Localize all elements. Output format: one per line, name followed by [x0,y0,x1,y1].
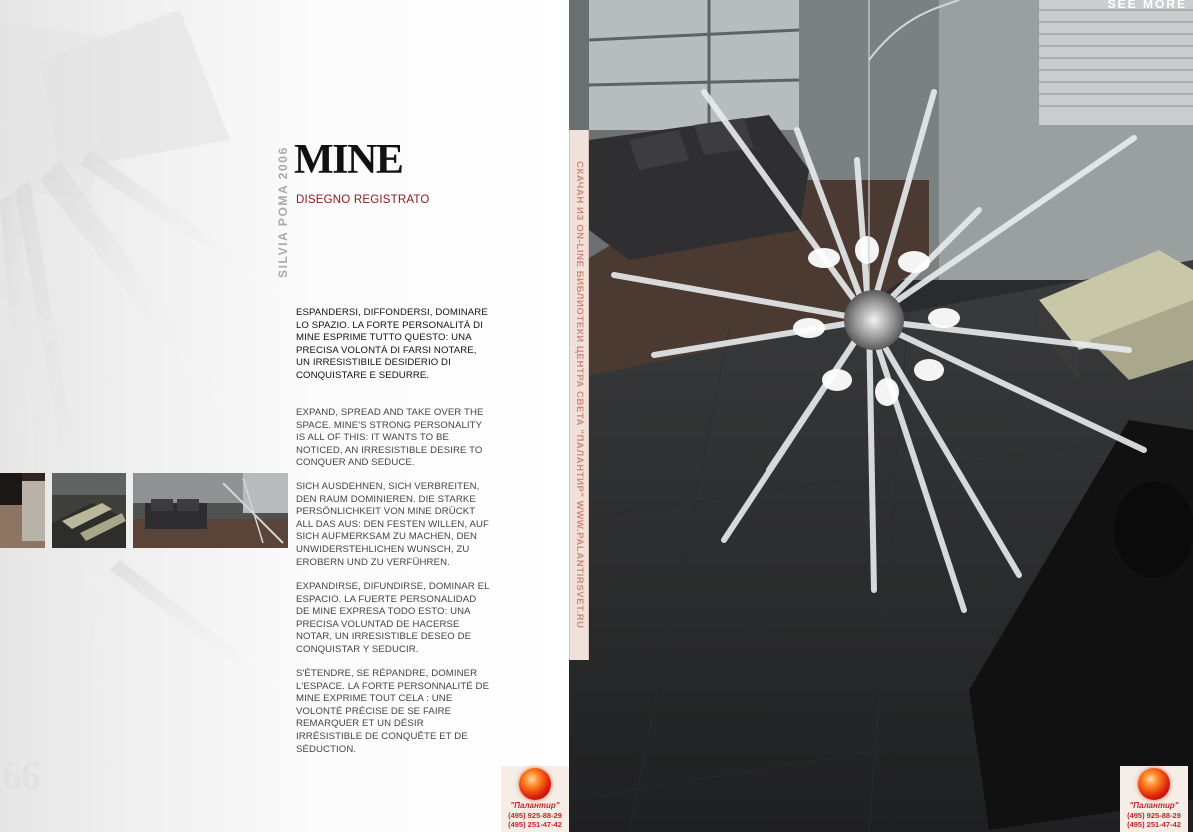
logo-phone-2: (495) 251-47-42 [508,820,562,829]
palantir-logo-right[interactable] [1120,766,1188,832]
description-spanish: EXPANDIRSE, DIFUNDIRSE, DOMINAR EL ESPACIO. LA FUERTE PERSONALIDAD DE MINE EXPRESA TODO ESTO: UNA PRECISA VOLUNTAD DE HACERSE NOTAR, UN IRRESISTIBLE DESEO DE CONQUISTAR Y SEDUCIR. [296,581,490,655]
designer-year: SILVIA POMA 2006 [276,146,290,278]
product-title: MINE [294,137,403,183]
logo-brand: "Палантир" [1129,801,1179,810]
thumbnail-3[interactable] [133,473,288,548]
photo-scene [569,0,1193,832]
palantir-logo-left[interactable] [501,766,569,832]
thumbnail-2[interactable] [52,473,126,548]
page-number: 66 [2,753,40,798]
logo-orb-icon [1138,768,1170,800]
thumbnail-1[interactable] [0,473,45,548]
description-german: SICH AUSDEHNEN, SICH VERBREITEN, DEN RAUM DOMINIEREN. DIE STARKE PERSÖNLICHKEIT VON MINE DRÜCKT ALL DAS AUS: DEN FESTEN WILLEN, AUF SICH AUFMERKSAM ZU MACHEN, DEN UNWIDERSTEHLICHEN WUNSCH, ZU EROBERN UND ZU VERFÜHREN. [296,481,489,568]
description-french: S'ÉTENDRE, SE RÉPANDRE, DOMINER L'ESPACE. LA FORTE PERSONNALITÉ DE MINE EXPRIME TOUT CELA : UNE VOLONTÉ PRÉCISE DE SE FAIRE REMARQUER ET UN DÉSIR IRRÉSISTIBLE DE CONQUÊTE ET DE SÉDUCTION. [296,668,490,755]
watermark-text: СКАЧАН ИЗ ON-LINE БИБЛИОТЕКИ ЦЕНТРА СВЕТА "ПАЛАНТИР" WWW.PALANTIRSVET.RU [574,161,585,629]
logo-phone-1: (495) 925-88-29 [1127,811,1181,820]
see-more-link[interactable]: SEE MORE [1107,0,1187,11]
logo-phone-1: (495) 925-88-29 [508,811,562,820]
description-english: EXPAND, SPREAD AND TAKE OVER THE SPACE. MINE'S STRONG PERSONALITY IS ALL OF THIS: IT WANTS TO BE NOTICED, AN IRRESISTIBLE DESIRE TO CONQUER AND SEDUCE. [296,407,484,469]
lamp-photo [569,0,1193,832]
logo-phone-2: (495) 251-47-42 [1127,820,1181,829]
logo-brand: "Палантир" [510,801,560,810]
logo-orb-icon [519,768,551,800]
product-subtitle: DISEGNO REGISTRATO [296,194,430,206]
watermark-strip [569,130,589,660]
left-page [0,0,569,832]
description-italian: ESPANDERSI, DIFFONDERSI, DOMINARE LO SPAZIO. LA FORTE PERSONALITÀ DI MINE ESPRIME TUTTO QUESTO: UNA PRECISA VOLONTÀ DI FARSI NOTARE, UN IRRESISTIBILE DESIDERIO DI CONQUISTARE E SEDURRE. [296,307,488,381]
